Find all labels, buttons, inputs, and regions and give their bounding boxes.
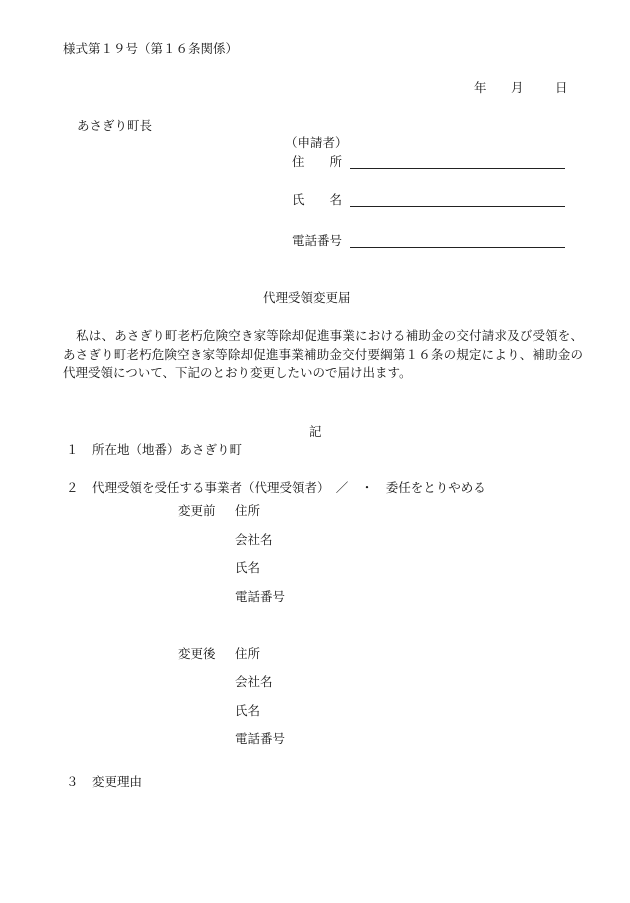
date-month-label: 月 <box>511 80 524 95</box>
applicant-heading: （申請者） <box>285 135 348 150</box>
after-company-label: 会社名 <box>235 674 273 689</box>
body-paragraph <box>63 327 583 383</box>
item3-number: ３ <box>66 774 79 789</box>
before-label: 変更前 <box>178 503 216 518</box>
after-phone-label: 電話番号 <box>235 731 286 746</box>
applicant-name-field[interactable] <box>350 206 565 207</box>
form-number: 様式第１９号（第１６条関係） <box>63 41 239 56</box>
applicant-name-label: 氏 名 <box>292 192 343 207</box>
after-name-label: 氏名 <box>235 703 261 718</box>
item2-number: ２ <box>66 480 79 495</box>
date-day-label: 日 <box>555 80 568 95</box>
item1-number: １ <box>66 442 79 457</box>
addressee: あさぎり町長 <box>77 118 153 133</box>
applicant-phone-label: 電話番号 <box>292 233 343 248</box>
item2-text: 代理受領を受任する事業者（代理受領者） ／ ・ 委任をとりやめる <box>92 480 486 495</box>
after-address-label: 住所 <box>235 646 261 661</box>
applicant-address-field[interactable] <box>350 168 565 169</box>
after-label: 変更後 <box>178 646 216 661</box>
ki-heading: 記 <box>309 424 322 439</box>
before-name-label: 氏名 <box>235 560 261 575</box>
before-address-label: 住所 <box>235 503 261 518</box>
date-year-label: 年 <box>474 80 487 95</box>
item1-text: 所在地（地番）あさぎり町 <box>92 442 243 457</box>
body-text: 私は、あさぎり町老朽危険空き家等除却促進事業における補助金の交付請求及び受領を、あさぎり町老朽危険空き家等除却促進事業補助金交付要綱第１６条の規定により、補助金の代理受領について、下記のとおり変更したいので届け出ます。 <box>63 328 583 380</box>
before-phone-label: 電話番号 <box>235 589 286 604</box>
applicant-phone-field[interactable] <box>350 247 565 248</box>
before-company-label: 会社名 <box>235 532 273 547</box>
item3-text: 変更理由 <box>92 774 143 789</box>
document-title: 代理受領変更届 <box>263 290 351 305</box>
applicant-address-label: 住 所 <box>292 154 343 169</box>
